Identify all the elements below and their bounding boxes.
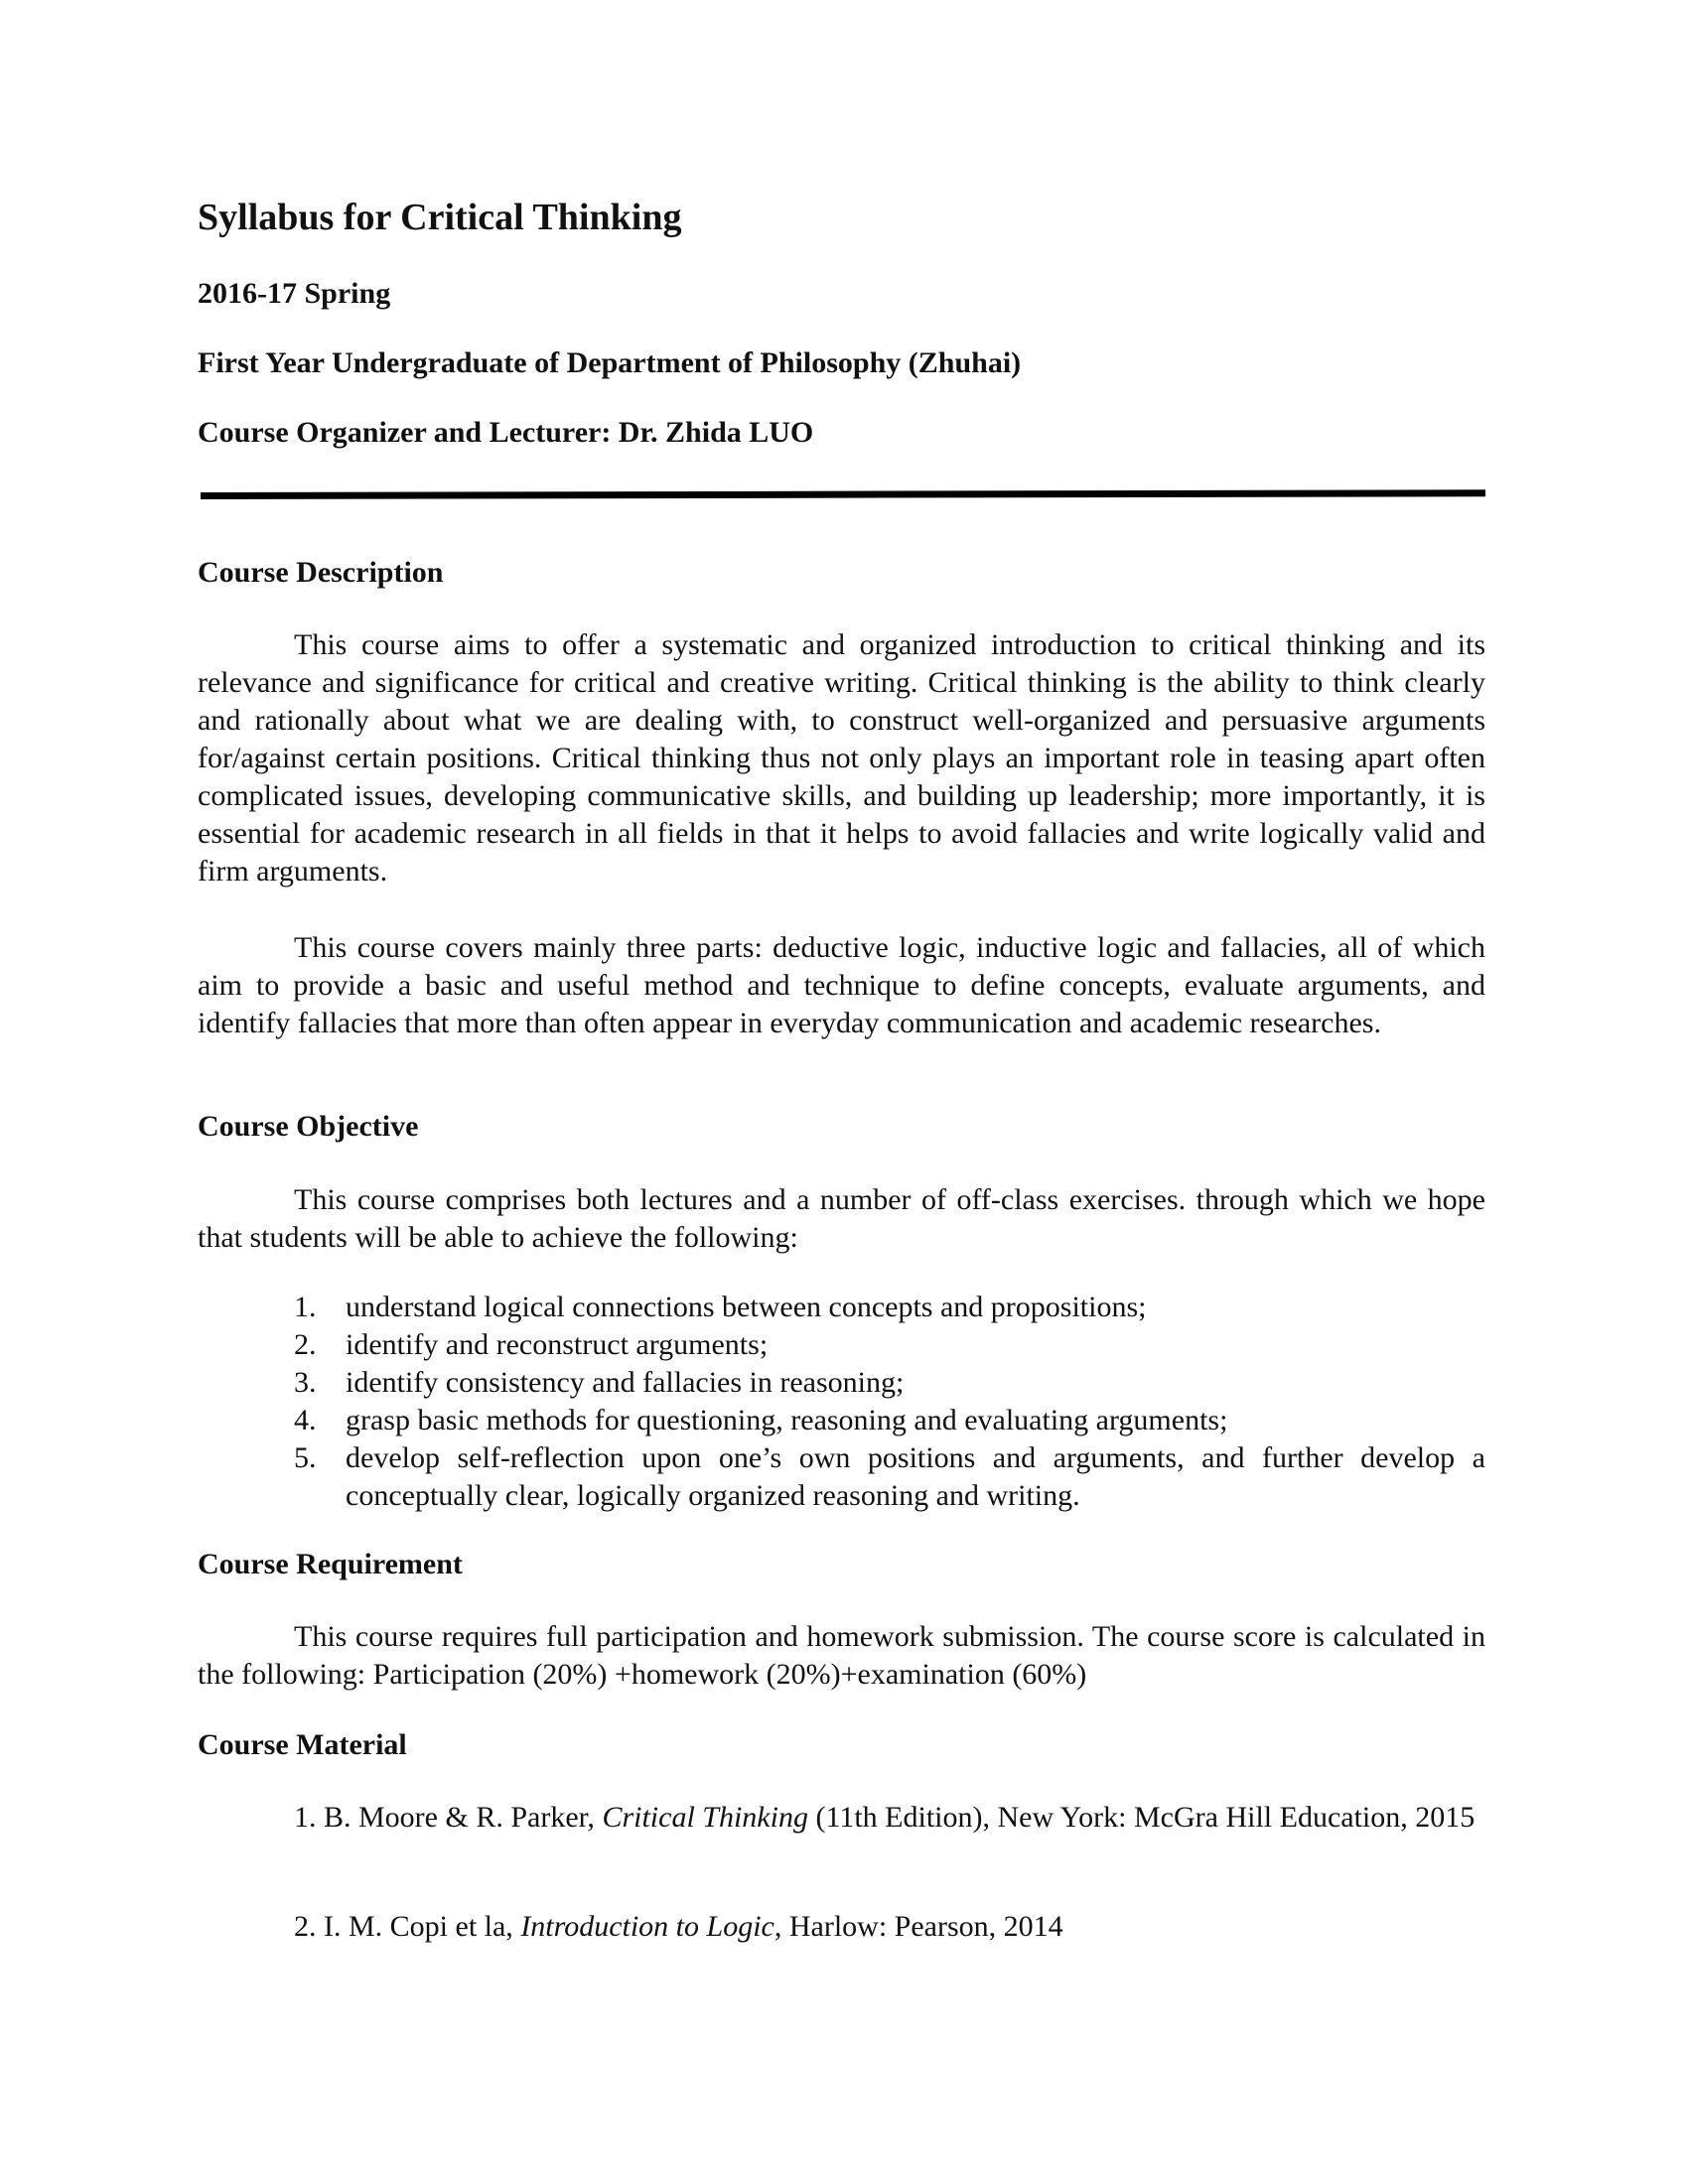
course-material-heading: Course Material [198,1728,407,1761]
term-line: 2016-17 Spring [198,277,391,310]
reference-suffix: (11th Edition), New York: McGra Hill Education, 2015 [807,1801,1476,1834]
course-description-paragraph-1: This course aims to offer a systematic and organized introduction to critical thinking and its relevance and significance for critical and creative writing. Critical thinking is the ability to think clearly and rationally about what we are dealing with, to construct well-organized and persuasive arguments for/against certain positions. Critical thinking thus not only plays an important role in teasing apart often complicated issues, developing communicative skills, and building up leadership; more importantly, it is essential for academic research in all fields in that it helps to avoid fallacies and write logically valid and firm arguments. [198,628,1485,887]
reference-prefix: 2. I. M. Copi et la, [294,1910,521,1943]
course-requirement-heading: Course Requirement [198,1548,463,1580]
material-reference-2 [198,1908,1485,1946]
reference-title: Critical Thinking [602,1801,808,1834]
organizer-line: Course Organizer and Lecturer: Dr. Zhida LUO [198,416,814,449]
list-item [198,1364,1485,1402]
course-description-heading: Course Description [198,556,444,589]
list-item-number: 2. [294,1328,317,1361]
list-item-text: develop self-reflection upon one’s own positions and arguments, and further develop a conceptually clear, logically organized reasoning and writing. [346,1441,1485,1512]
reference-suffix: , Harlow: Pearson, 2014 [774,1910,1063,1943]
header-divider [201,489,1485,499]
list-item-text: grasp basic methods for questioning, reasoning and evaluating arguments; [346,1404,1228,1436]
list-item [198,1402,1485,1439]
list-item [198,1439,1485,1515]
list-item-number: 3. [294,1366,317,1399]
course-objective-heading: Course Objective [198,1110,419,1143]
document-title: Syllabus for Critical Thinking [198,197,682,238]
list-item-text: identify consistency and fallacies in reasoning; [346,1366,905,1399]
list-item-number: 4. [294,1404,317,1436]
list-item-number: 1. [294,1291,317,1323]
material-reference-1 [198,1799,1485,1837]
list-item [198,1289,1485,1326]
list-item [198,1326,1485,1364]
course-description-paragraph-2: This course covers mainly three parts: deductive logic, inductive logic and fallacies, all of which aim to provide a basic and useful method and technique to define concepts, evaluate arguments, and identify fallacies that more than often appear in everyday communication and academic researches. [198,931,1485,1039]
audience-line: First Year Undergraduate of Department of Philosophy (Zhuhai) [198,346,1022,379]
course-requirement-paragraph: This course requires full participation and homework submission. The course score is calculated in the following: Participation (20%) +homework (20%)+examination (60%) [198,1620,1485,1691]
list-item-text: identify and reconstruct arguments; [346,1328,769,1361]
reference-title: Introduction to Logic [520,1910,774,1943]
list-item-text: understand logical connections between concepts and propositions; [346,1291,1147,1323]
course-objective-intro: This course comprises both lectures and a number of off-class exercises. through which we hope that students will be able to achieve the following: [198,1183,1485,1254]
reference-prefix: 1. B. Moore & R. Parker, [294,1801,603,1834]
objective-list [198,1289,1485,1515]
list-item-number: 5. [294,1441,317,1474]
